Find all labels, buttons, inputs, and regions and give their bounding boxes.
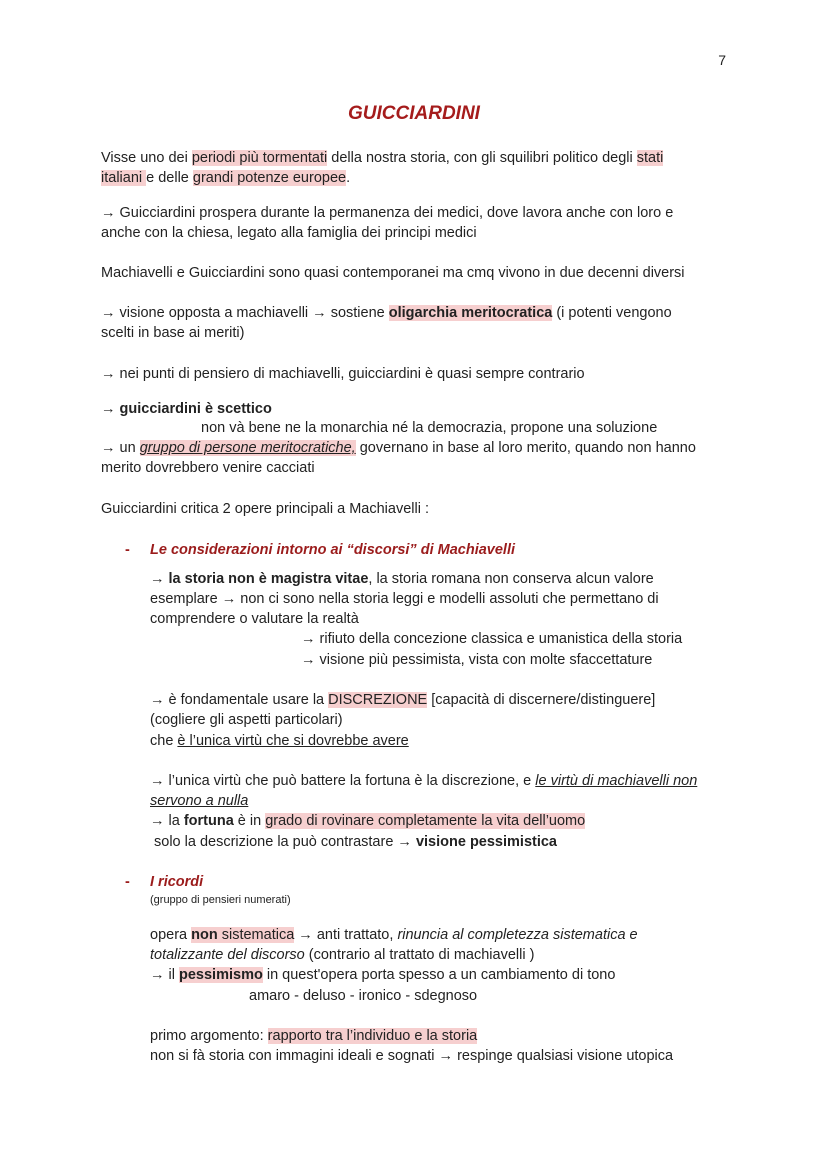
page-number: 7 <box>718 52 726 68</box>
text: governano in base al loro merito, quando non hanno <box>355 440 696 456</box>
paragraph-intro-line2 <box>101 168 350 188</box>
discrezione-line2: (cogliere gli aspetti particolari) <box>150 712 343 728</box>
italic-text: rinuncia al completezza sistematica e <box>397 927 638 943</box>
paragraph-scettico-line1 <box>101 399 272 419</box>
section-heading-ricordi: I ricordi <box>150 874 204 890</box>
text: Visse uno dei <box>101 150 192 166</box>
highlight: oligarchia meritocratica <box>388 305 553 321</box>
discorsi-line2: esemplare → non ci sono nella storia leggi e modelli assoluti che permettano di <box>150 591 659 607</box>
bullet-marker: - <box>125 874 130 890</box>
fortuna-line4 <box>154 832 557 852</box>
text: → la <box>150 813 184 829</box>
ricordi-subtitle: (gruppo di pensieri numerati) <box>150 894 291 906</box>
underlined-text: è l’unica virtù che si dovrebbe avere <box>177 733 409 749</box>
highlight: non <box>191 927 218 943</box>
text: primo argomento: <box>150 1028 268 1044</box>
underlined-text: le virtù di machiavelli non <box>535 773 698 789</box>
highlight: italiani <box>101 170 147 186</box>
paragraph-scettico-line2: non và bene ne la monarchia né la democrazia, propone una soluzione <box>201 420 658 436</box>
text: [capacità di discernere/distinguere] <box>427 692 656 708</box>
section-heading-discorsi: Le considerazioni intorno ai “discorsi” di Machiavelli <box>150 542 515 558</box>
bold-text: visione pessimistica <box>415 834 557 850</box>
fortuna-line2: servono a nulla <box>150 793 249 809</box>
text: → <box>150 571 169 587</box>
ricordi-line6: non si fà storia con immagini ideali e sognati → respinge qualsiasi visione utopica <box>150 1048 674 1064</box>
paragraph-scettico-line3 <box>101 438 696 458</box>
text: . <box>346 170 351 186</box>
highlight: pessimismo <box>179 967 263 983</box>
paragraph-medici-line2: anche con la chiesa, legato alla famiglia dei principi medici <box>101 225 477 241</box>
ricordi-line4: amaro - deluso - ironico - sdegnoso <box>249 988 478 1004</box>
text: → visione opposta a machiavelli → sostiene <box>101 305 389 321</box>
ricordi-line1 <box>150 925 638 945</box>
ricordi-line3 <box>150 965 615 985</box>
text: opera <box>150 927 192 943</box>
text: che <box>150 733 178 749</box>
text: → il <box>150 967 179 983</box>
highlight: DISCREZIONE <box>328 692 428 708</box>
paragraph-oligarchia-line2: scelti in base ai meriti) <box>101 325 245 341</box>
discrezione-line3 <box>150 731 409 751</box>
highlight: stati <box>636 150 664 166</box>
text: solo la descrizione la può contrastare → <box>154 834 416 850</box>
text: (i potenti vengono <box>552 305 672 321</box>
bold-text: fortuna <box>183 813 234 829</box>
highlight: grado di rovinare completamente la vita dell’uomo <box>265 813 586 829</box>
text: (contrario al trattato di machiavelli ) <box>304 947 535 963</box>
text: in quest'opera porta spesso a un cambiamento di tono <box>262 967 616 983</box>
paragraph-contrario: → nei punti di pensiero di machiavelli, guicciardini è quasi sempre contrario <box>101 366 585 382</box>
text: della nostra storia, con gli squilibri politico degli <box>327 150 637 166</box>
discrezione-line1 <box>150 690 655 710</box>
bold-text: la storia non è magistra vitae <box>168 571 369 587</box>
bullet-marker: - <box>125 542 130 558</box>
paragraph-oligarchia-line1 <box>101 303 672 323</box>
text: → un <box>101 440 140 456</box>
ricordi-line2 <box>150 945 534 965</box>
discorsi-line5: → visione più pessimista, vista con molte sfaccettature <box>301 652 653 668</box>
discorsi-line3: comprendere o valutare la realtà <box>150 611 359 627</box>
paragraph-contemporanei: Machiavelli e Guicciardini sono quasi contemporanei ma cmq vivono in due decenni diversi <box>101 265 685 281</box>
fortuna-line1 <box>150 771 697 791</box>
paragraph-medici-line1: → Guicciardini prospera durante la permanenza dei medici, dove lavora anche con loro e <box>101 205 674 221</box>
paragraph-intro-line1 <box>101 148 663 168</box>
highlight: grandi potenze europee <box>192 170 347 186</box>
paragraph-scettico-line4: merito dovrebbero venire cacciati <box>101 460 315 476</box>
italic-text: totalizzante del discorso <box>150 947 305 963</box>
highlight: periodi più tormentati <box>191 150 328 166</box>
ricordi-line5 <box>150 1026 477 1046</box>
text: → è fondamentale usare la <box>150 692 329 708</box>
text: → l’unica virtù che può battere la fortuna è la discrezione, e <box>150 773 536 789</box>
text: → <box>101 401 120 417</box>
paragraph-critica: Guicciardini critica 2 opere principali a Machiavelli : <box>101 501 429 517</box>
discorsi-line4: → rifiuto della concezione classica e umanistica della storia <box>301 631 683 647</box>
bold-text: guicciardini è scettico <box>119 401 272 417</box>
highlight: gruppo di persone meritocratiche, <box>139 440 356 456</box>
text: e delle <box>146 170 193 186</box>
text: è in <box>233 813 266 829</box>
fortuna-line3 <box>150 811 585 831</box>
highlight: rapporto tra l’individuo e la storia <box>267 1028 478 1044</box>
discorsi-line1 <box>150 569 654 589</box>
text: → anti trattato, <box>294 927 398 943</box>
page-title: GUICCIARDINI <box>348 103 480 124</box>
highlight: sistematica <box>217 927 295 943</box>
text: , la storia romana non conserva alcun valore <box>368 571 654 587</box>
